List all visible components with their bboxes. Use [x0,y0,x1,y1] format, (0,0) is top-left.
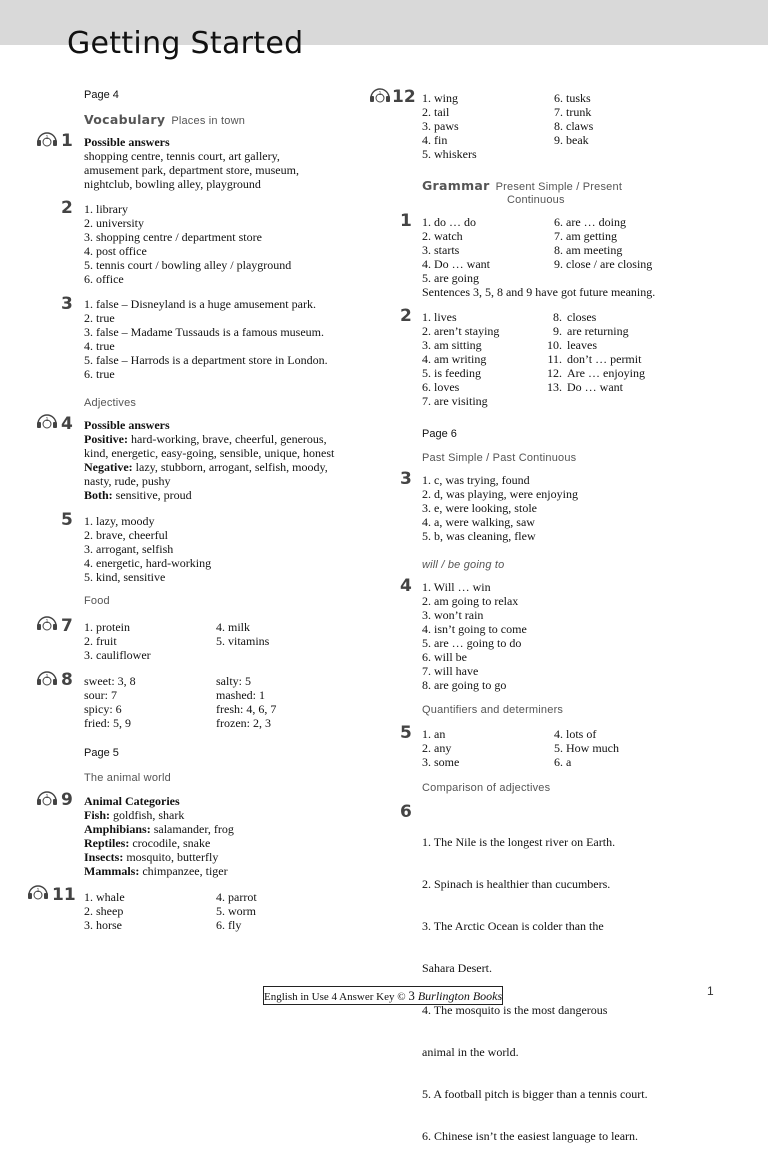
exercise-number: 12 [392,87,416,107]
page-4-label: Page 4 [84,89,119,101]
exercise-4-answers: Possible answers Positive: hard-working, brave, cheerful, generous, kind, energetic, easy-going, sensible, unique, honest Negative: lazy, stubborn, arrogant, selfish, moody, nasty, rude, pushy Both: sensitive, proud [84,418,335,502]
footer-credit: English in Use 4 Answer Key © 3 Burlington Books [264,988,503,1003]
exercise-number: 4 [61,414,73,434]
page-6-label: Page 6 [422,428,457,440]
vocabulary-subtitle: Places in town [171,115,246,127]
exercise-11-answers: 1. whale 2. sheep 3. horse 4. parrot 5. worm 6. fly [84,890,257,932]
grammar-subtitle: Present Simple / Present [495,181,623,193]
svg-text:1: 1 [378,91,382,97]
grammar-label: Grammar [422,178,490,193]
exercise-2-answers: 1. library 2. university 3. shopping centre / department store 4. post office 5. tennis court / bowling alley / playground 6. office [84,202,292,286]
comparison-heading: Comparison of adjectives [422,782,551,794]
page-number: 1 [707,984,714,998]
page-title: Getting Started [67,26,304,61]
grammar-subtitle-line2: Continuous [507,194,565,206]
exercise-5-answers: 1. lazy, moody 2. brave, cheerful 3. arrogant, selfish 4. energetic, hard-working 5. kind, sensitive [84,514,212,584]
exercise-number: 8 [61,670,73,690]
svg-text:1: 1 [36,888,40,894]
food-heading: Food [84,595,110,607]
exercise-3-answers: 1. false – Disneyland is a huge amusement park. 2. true 3. false – Madame Tussauds is a famous museum. 4. true 5. false – Harrods is a department store in London. 6. true [84,297,328,381]
exercise-number: 2 [400,306,412,326]
grammar-4-answers: 1. Will … win 2. am going to relax 3. won’t rain 4. isn’t going to come 5. are … going to do 6. will be 7. will have 8. are going to go [422,580,527,692]
exercise-number: 1 [61,131,73,151]
exercise-number: 3 [61,294,73,314]
exercise-number: 5 [61,510,73,530]
exercise-number: 11 [52,885,76,905]
cd-audio-icon [35,790,59,806]
vocabulary-heading [84,112,245,127]
animal-world-heading: The animal world [84,772,171,784]
exercise-7-answers: 1. protein 2. fruit 3. cauliflower 4. milk 5. vitamins [84,620,270,662]
svg-text:1: 1 [45,674,49,680]
exercise-number: 9 [61,790,73,810]
cd-audio-icon [35,670,59,686]
vocabulary-label: Vocabulary [84,112,166,127]
exercise-number: 3 [400,469,412,489]
future-meaning-note: Sentences 3, 5, 8 and 9 have got future meaning. [422,285,656,299]
cd-audio-icon [35,615,59,631]
grammar-6-answers: 1. The Nile is the longest river on Earth. 2. Spinach is healthier than cucumbers. 3. The Arctic Ocean is colder than the Sahara Desert. 4. The mosquito is the most dangerous animal in the world. 5. A football pitch is bigger than a tennis court. 6. Chinese isn’t the easiest language to learn. [422,835,648,1143]
cd-audio-icon [35,131,59,147]
exercise-number: 7 [61,616,73,636]
grammar-5-answers: 1. an 2. any 3. some 4. lots of 5. How much 6. a [422,727,619,769]
exercise-9-answers: Animal Categories Fish: goldfish, shark Amphibians: salamander, frog Reptiles: crocodile, snake Insects: mosquito, butterfly Mammals: chimpanzee, tiger [84,794,234,878]
grammar-2-answers: 1. lives 2. aren’t staying 3. am sitting 4. am writing 5. is feeding 6. loves 7. are visiting 8. closes 9. are returning 10. leaves 11. don’t … permit 12. Are … enjoying 13. Do … want [422,310,645,408]
exercise-8-answers: sweet: 3, 8 sour: 7 spicy: 6 fried: 5, 9 salty: 5 mashed: 1 fresh: 4, 6, 7 frozen: 2, 3 [84,674,277,730]
exercise-number: 4 [400,576,412,596]
svg-text:1: 1 [45,135,49,141]
exercise-number: 2 [61,198,73,218]
svg-text:1: 1 [45,417,49,423]
adjectives-heading: Adjectives [84,397,137,409]
past-simple-heading: Past Simple / Past Continuous [422,452,577,464]
cd-audio-icon [35,413,59,429]
grammar-heading [422,178,622,193]
cd-audio-icon [368,87,392,103]
page-5-label: Page 5 [84,747,119,759]
svg-text:1: 1 [45,794,49,800]
exercise-number: 5 [400,723,412,743]
cd-audio-icon [26,884,50,900]
svg-text:1: 1 [45,619,49,625]
exercise-1-answers: Possible answers shopping centre, tennis court, art gallery, amusement park, department store, museum, nightclub, bowling alley, playground [84,135,299,191]
exercise-number: 6 [400,802,412,822]
will-going-to-heading: will / be going to [422,559,505,571]
grammar-3-answers: 1. c, was trying, found 2. d, was playing, were enjoying 3. e, were looking, stole 4. a, were walking, saw 5. b, was cleaning, flew [422,473,578,543]
grammar-1-answers: 1. do … do 2. watch 3. starts 4. Do … want 5. are going 6. are … doing 7. am getting 8. am meeting 9. close / are closing Sentences 3, 5, 8 and 9 have got future meaning. [422,215,722,299]
quantifiers-heading: Quantifiers and determiners [422,704,564,716]
exercise-number: 1 [400,211,412,231]
exercise-12-answers: 1. wing 2. tail 3. paws 4. fin 5. whiskers 6. tusks 7. trunk 8. claws 9. beak [422,91,594,161]
